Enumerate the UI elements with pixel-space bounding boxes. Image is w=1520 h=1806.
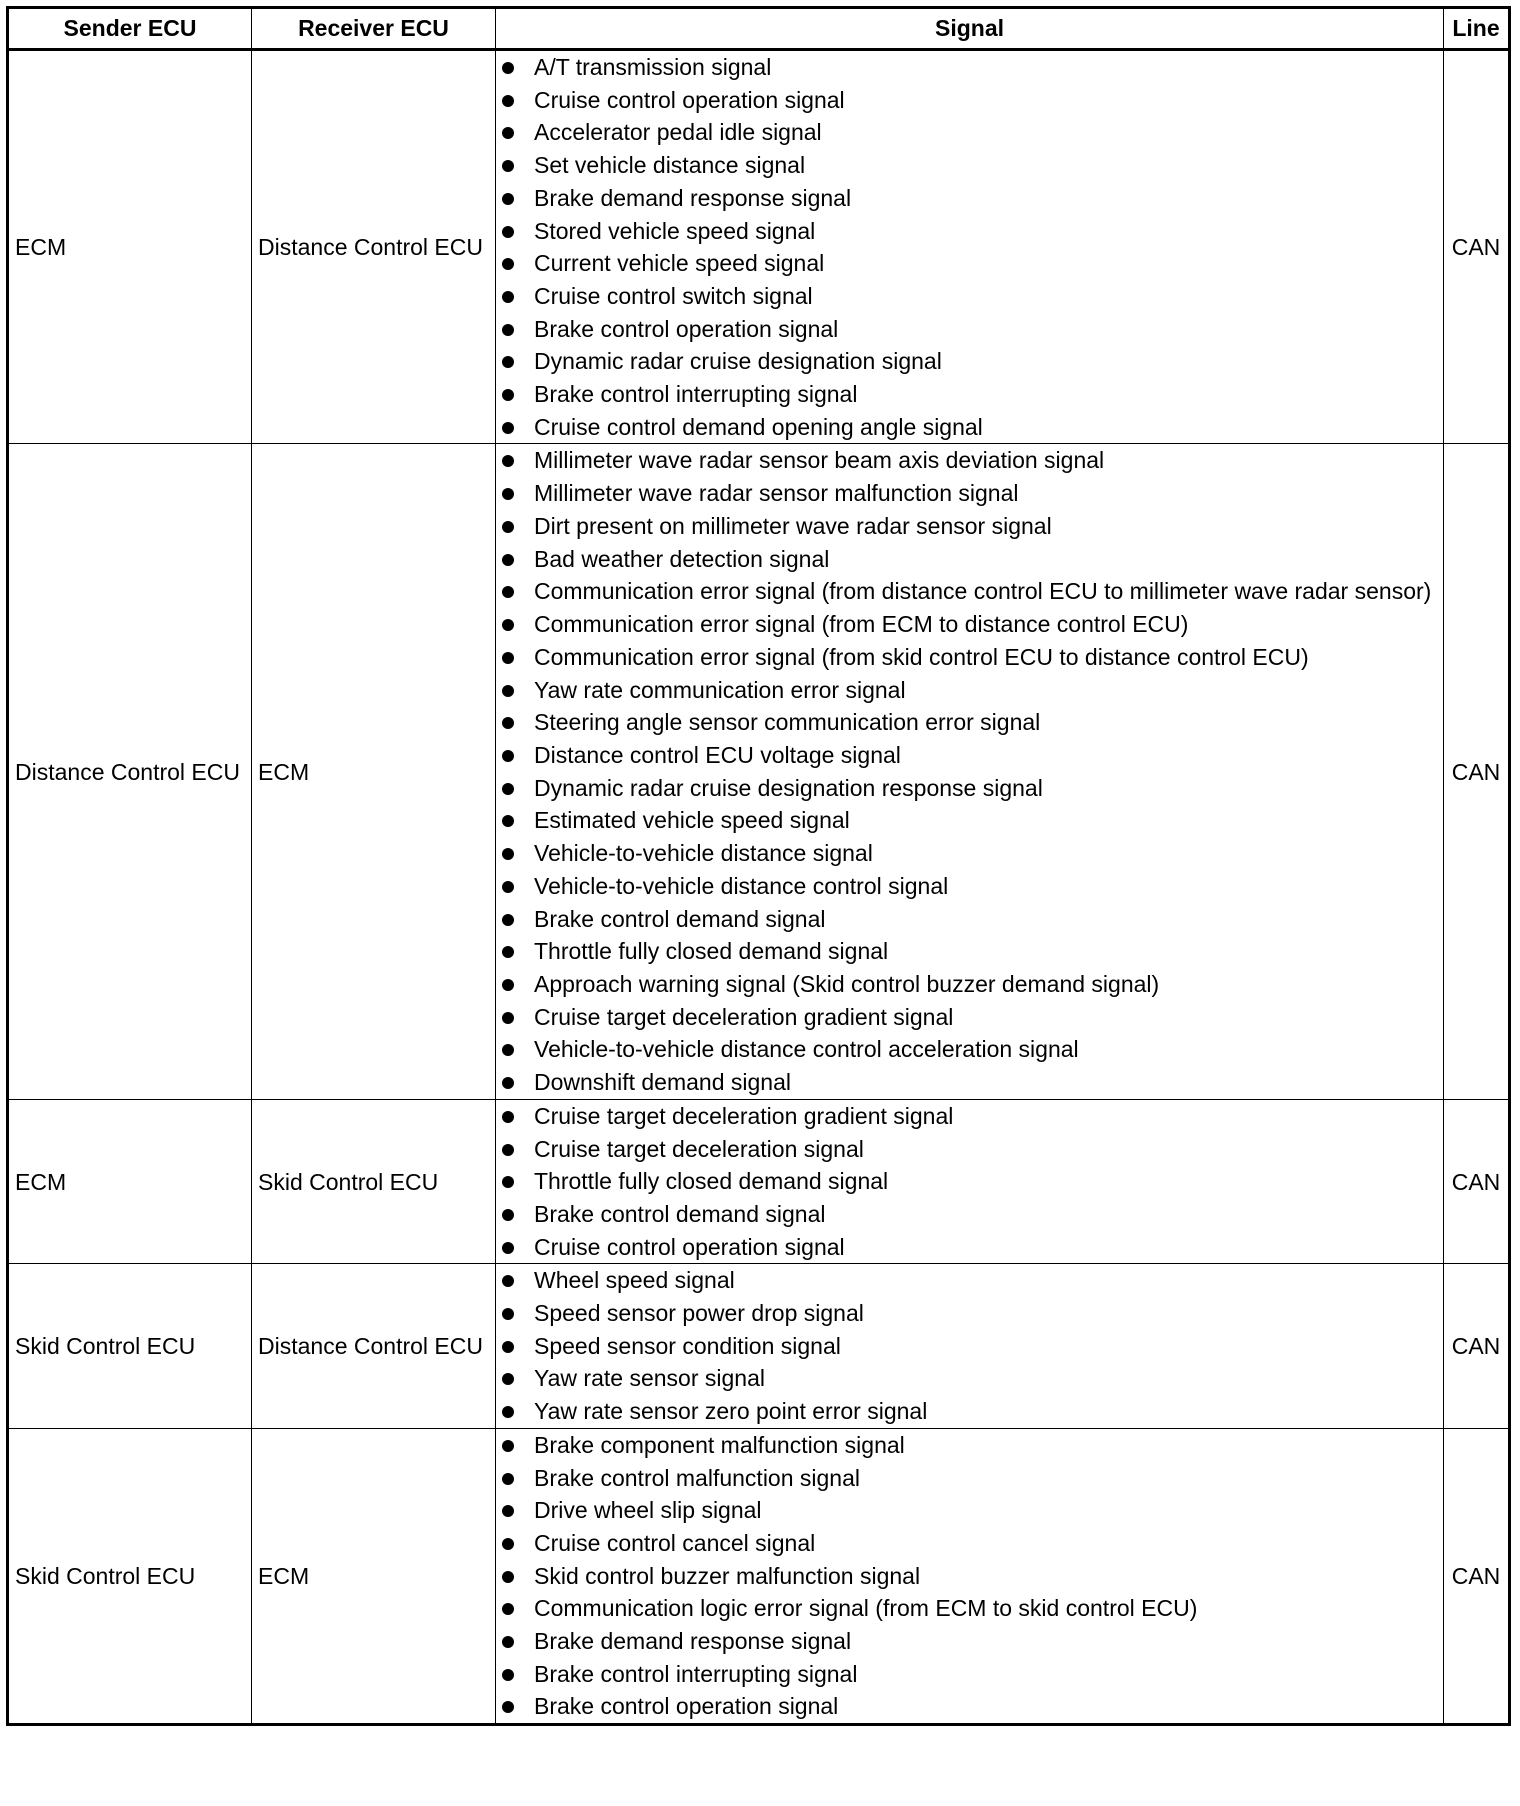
signal-item: Skid control buzzer malfunction signal	[502, 1560, 1437, 1593]
table-row	[8, 444, 1510, 1099]
signal-item: Brake control demand signal	[502, 1198, 1437, 1231]
signal-item: Yaw rate sensor zero point error signal	[502, 1395, 1437, 1428]
signal-item: Brake control malfunction signal	[502, 1462, 1437, 1495]
signal-item: Cruise target deceleration signal	[502, 1133, 1437, 1166]
receiver-cell: Distance Control ECU	[252, 50, 496, 444]
line-cell: CAN	[1444, 1099, 1510, 1264]
signal-item: Accelerator pedal idle signal	[502, 116, 1437, 149]
sender-cell: Distance Control ECU	[8, 444, 252, 1099]
header-sender: Sender ECU	[8, 8, 252, 50]
signal-list	[502, 444, 1437, 1098]
signal-item: Wheel speed signal	[502, 1264, 1437, 1297]
sender-cell: Skid Control ECU	[8, 1428, 252, 1724]
signal-item: Cruise target deceleration gradient signal	[502, 1100, 1437, 1133]
signal-item: Steering angle sensor communication error signal	[502, 706, 1437, 739]
signal-item: Dynamic radar cruise designation signal	[502, 345, 1437, 378]
signal-item: Millimeter wave radar sensor beam axis deviation signal	[502, 444, 1437, 477]
header-receiver: Receiver ECU	[252, 8, 496, 50]
signal-item: Yaw rate communication error signal	[502, 674, 1437, 707]
receiver-cell: Distance Control ECU	[252, 1264, 496, 1429]
signal-list	[502, 1100, 1437, 1264]
signal-item: Communication error signal (from ECM to distance control ECU)	[502, 608, 1437, 641]
signal-item: Cruise target deceleration gradient signal	[502, 1001, 1437, 1034]
signal-item: Cruise control operation signal	[502, 84, 1437, 117]
signal-cell	[496, 1428, 1444, 1724]
signal-item: Bad weather detection signal	[502, 543, 1437, 576]
signal-list	[502, 51, 1437, 443]
signal-item: Brake control interrupting signal	[502, 378, 1437, 411]
line-cell: CAN	[1444, 50, 1510, 444]
signal-item: Vehicle-to-vehicle distance signal	[502, 837, 1437, 870]
signal-item: Millimeter wave radar sensor malfunction signal	[502, 477, 1437, 510]
signal-item: Dynamic radar cruise designation response signal	[502, 772, 1437, 805]
signal-cell	[496, 1099, 1444, 1264]
signal-item: Speed sensor power drop signal	[502, 1297, 1437, 1330]
signal-item: Speed sensor condition signal	[502, 1330, 1437, 1363]
signal-list	[502, 1264, 1437, 1428]
header-line: Line	[1444, 8, 1510, 50]
signal-table	[6, 6, 1511, 1726]
receiver-cell: ECM	[252, 1428, 496, 1724]
signal-item: Set vehicle distance signal	[502, 149, 1437, 182]
signal-item: Cruise control cancel signal	[502, 1527, 1437, 1560]
signal-item: Dirt present on millimeter wave radar sensor signal	[502, 510, 1437, 543]
signal-item: Brake demand response signal	[502, 182, 1437, 215]
signal-item: Cruise control switch signal	[502, 280, 1437, 313]
receiver-cell: Skid Control ECU	[252, 1099, 496, 1264]
line-cell: CAN	[1444, 1264, 1510, 1429]
signal-item: Vehicle-to-vehicle distance control signal	[502, 870, 1437, 903]
signal-item: Stored vehicle speed signal	[502, 215, 1437, 248]
table-row	[8, 50, 1510, 444]
signal-item: Current vehicle speed signal	[502, 247, 1437, 280]
signal-item: Throttle fully closed demand signal	[502, 935, 1437, 968]
header-signal: Signal	[496, 8, 1444, 50]
sender-cell: ECM	[8, 1099, 252, 1264]
signal-item: Brake control operation signal	[502, 1690, 1437, 1723]
signal-item: Brake control operation signal	[502, 313, 1437, 346]
line-cell: CAN	[1444, 444, 1510, 1099]
signal-item: A/T transmission signal	[502, 51, 1437, 84]
signal-item: Brake component malfunction signal	[502, 1429, 1437, 1462]
signal-item: Brake demand response signal	[502, 1625, 1437, 1658]
signal-cell	[496, 444, 1444, 1099]
signal-item: Vehicle-to-vehicle distance control acceleration signal	[502, 1033, 1437, 1066]
signal-item: Brake control demand signal	[502, 903, 1437, 936]
signal-item: Yaw rate sensor signal	[502, 1362, 1437, 1395]
signal-item: Drive wheel slip signal	[502, 1494, 1437, 1527]
table-body	[8, 50, 1510, 1725]
signal-cell	[496, 1264, 1444, 1429]
signal-item: Approach warning signal (Skid control buzzer demand signal)	[502, 968, 1437, 1001]
signal-item: Communication logic error signal (from ECM to skid control ECU)	[502, 1592, 1437, 1625]
table-row	[8, 1099, 1510, 1264]
signal-item: Distance control ECU voltage signal	[502, 739, 1437, 772]
signal-item: Communication error signal (from distance control ECU to millimeter wave radar sensor)	[502, 575, 1437, 608]
signal-item: Downshift demand signal	[502, 1066, 1437, 1099]
signal-item: Communication error signal (from skid control ECU to distance control ECU)	[502, 641, 1437, 674]
sender-cell: ECM	[8, 50, 252, 444]
signal-cell	[496, 50, 1444, 444]
table-row	[8, 1264, 1510, 1429]
signal-item: Brake control interrupting signal	[502, 1658, 1437, 1691]
header-row	[8, 8, 1510, 50]
signal-item: Estimated vehicle speed signal	[502, 804, 1437, 837]
signal-list	[502, 1429, 1437, 1723]
sender-cell: Skid Control ECU	[8, 1264, 252, 1429]
signal-item: Throttle fully closed demand signal	[502, 1165, 1437, 1198]
line-cell: CAN	[1444, 1428, 1510, 1724]
signal-item: Cruise control demand opening angle signal	[502, 411, 1437, 444]
table-row	[8, 1428, 1510, 1724]
receiver-cell: ECM	[252, 444, 496, 1099]
signal-item: Cruise control operation signal	[502, 1231, 1437, 1264]
